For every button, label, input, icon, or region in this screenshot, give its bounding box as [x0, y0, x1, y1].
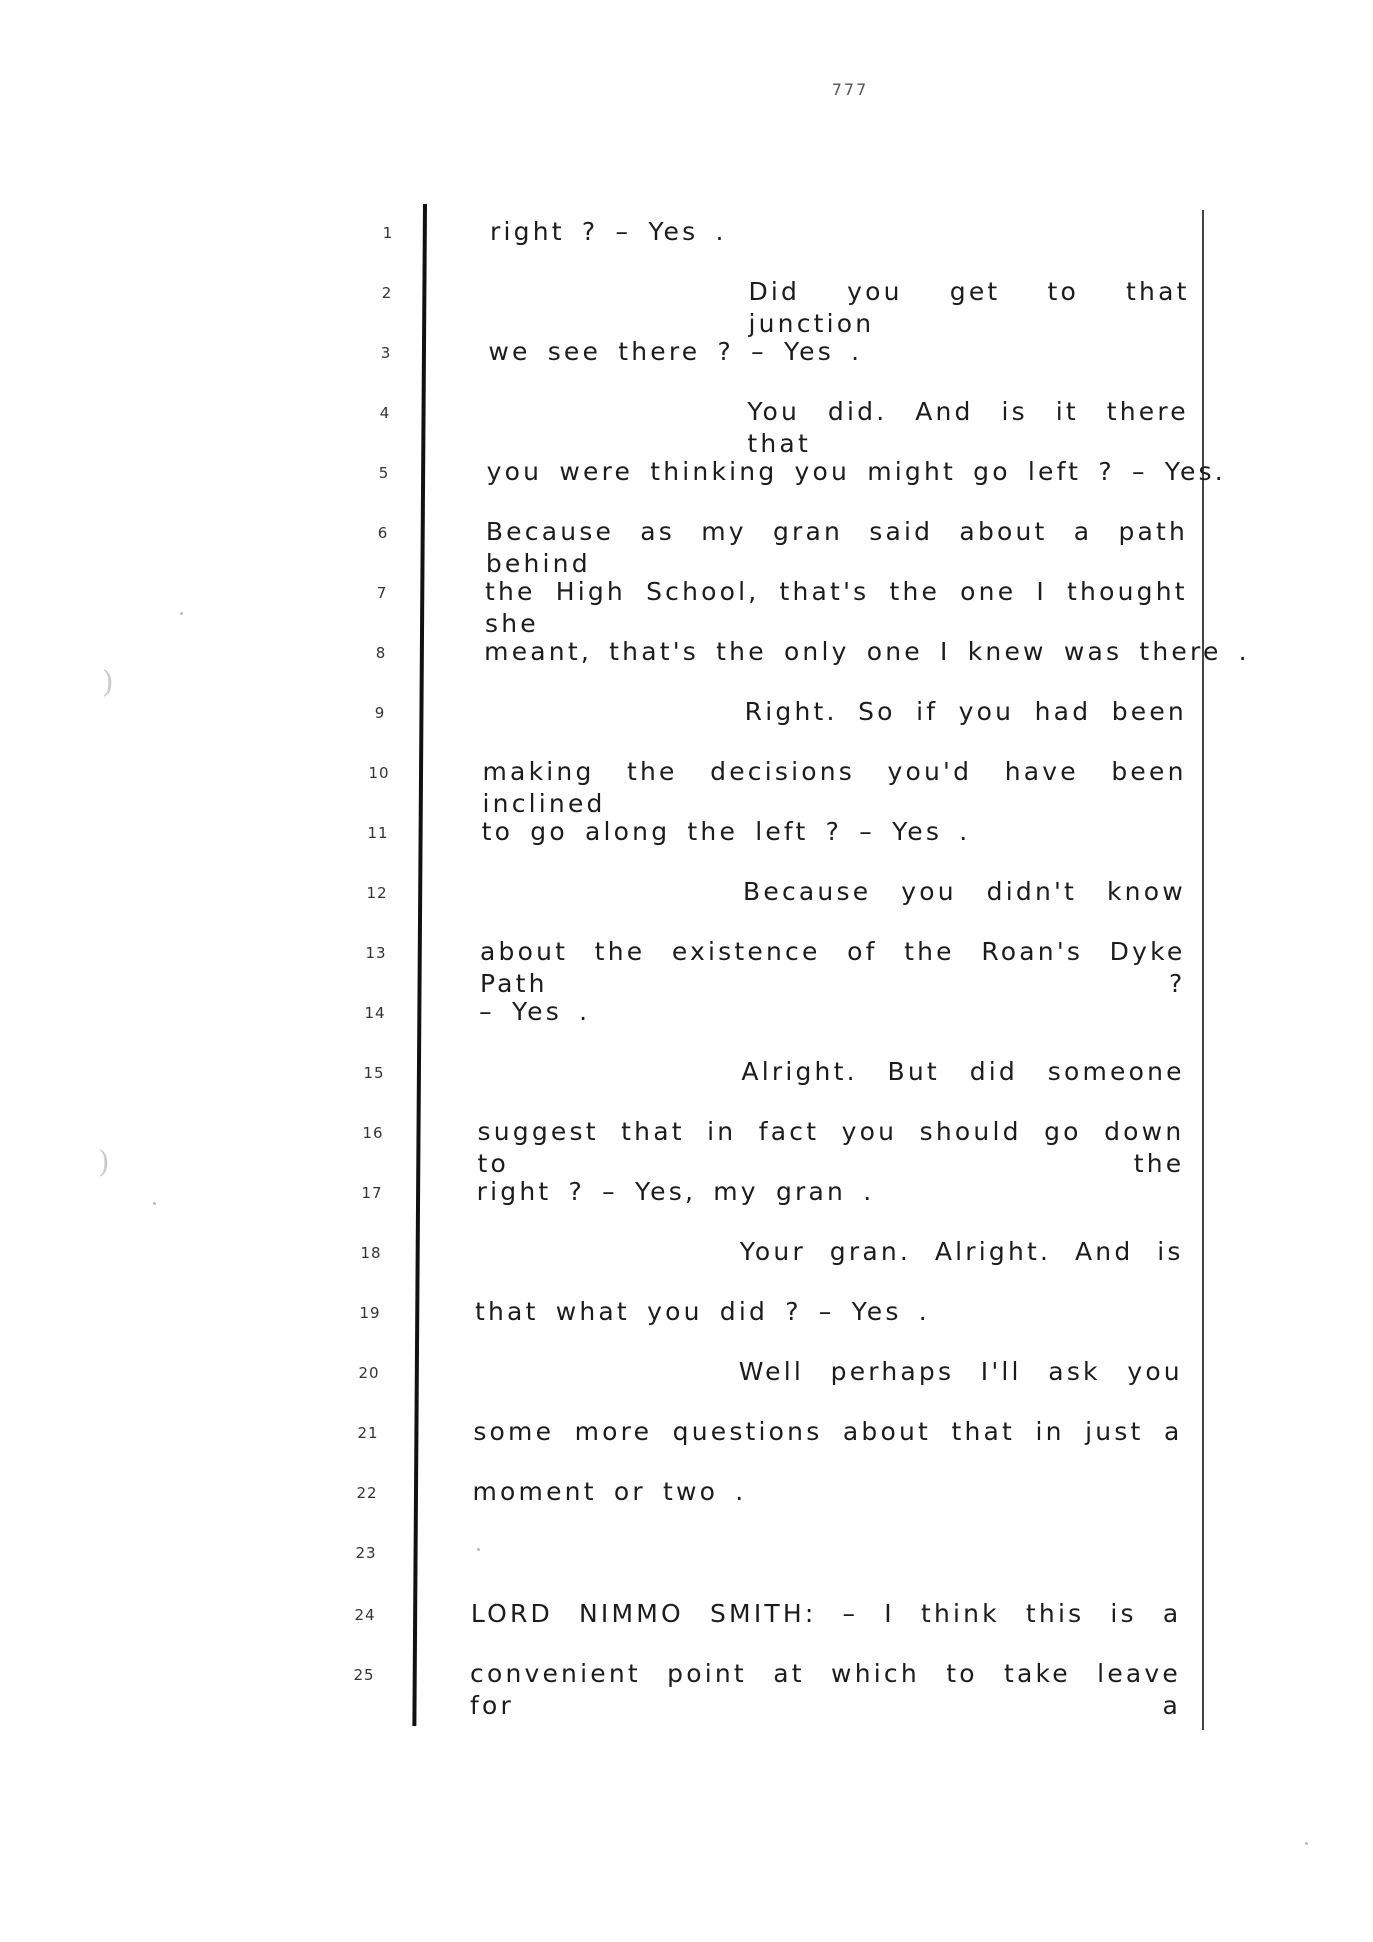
line-number: 17: [361, 1184, 383, 1202]
line-text: Because you didn't know: [743, 877, 1186, 906]
transcript-line: [0, 1112, 1373, 1178]
line-text: moment or two .: [472, 1477, 747, 1506]
line-number: 10: [368, 764, 390, 782]
line-number: 9: [374, 704, 386, 722]
scan-mark: ): [102, 665, 114, 700]
line-number: 7: [376, 584, 388, 602]
transcript-line: [0, 812, 1373, 852]
line-text: some more questions about that in just a: [473, 1417, 1183, 1446]
line-number: 24: [354, 1606, 376, 1624]
transcript-line: [0, 1532, 1373, 1572]
line-text: convenient point at which to take leave for a: [470, 1659, 1181, 1720]
line-text: LORD NIMMO SMITH: – I think this is a: [470, 1599, 1182, 1628]
line-number: 18: [360, 1244, 382, 1262]
line-text: – Yes .: [479, 997, 591, 1026]
transcript-line: [0, 992, 1373, 1032]
line-number: 13: [365, 944, 387, 962]
transcript-line: [0, 1472, 1373, 1512]
line-number: 4: [379, 404, 391, 422]
transcript-line: [0, 1594, 1373, 1634]
transcript-line: [0, 392, 1373, 458]
line-text: that what you did ? – Yes .: [475, 1297, 930, 1326]
line-text: right ? – Yes, my gran .: [476, 1177, 875, 1206]
line-number: 3: [380, 344, 392, 362]
line-number: 2: [381, 284, 393, 302]
line-text: making the decisions you'd have been inclined: [482, 757, 1187, 818]
page-number: 777: [831, 80, 869, 99]
line-number: 23: [355, 1544, 377, 1562]
line-text: Right. So if you had been: [744, 697, 1187, 726]
line-text: Because as my gran said about a path behind: [485, 517, 1189, 578]
transcript-line: [0, 1052, 1373, 1092]
transcript-line: [0, 272, 1373, 338]
line-text: meant, that's the only one I knew was there .: [484, 637, 1250, 666]
scan-speck: [1305, 1842, 1308, 1845]
line-text: suggest that in fact you should go down to the: [477, 1117, 1185, 1178]
line-number: 22: [356, 1484, 378, 1502]
line-number: 1: [382, 224, 394, 242]
line-number: 6: [377, 524, 389, 542]
line-text: Alright. But did someone: [741, 1057, 1185, 1086]
line-text: Did you get to that junction: [748, 277, 1190, 338]
line-text: about the existence of the Roan's Dyke Path ?: [480, 937, 1186, 998]
line-text: right ? – Yes .: [490, 217, 727, 246]
transcript-line: [0, 632, 1373, 672]
transcript-line: [0, 932, 1373, 998]
line-text: you were thinking you might go left ? – Yes.: [486, 457, 1226, 486]
line-number: 25: [353, 1666, 375, 1684]
line-number: 21: [357, 1424, 379, 1442]
transcript-line: [0, 1412, 1373, 1452]
line-text: we see there ? – Yes .: [488, 337, 863, 366]
line-number: 12: [366, 884, 388, 902]
transcript-line: [0, 692, 1373, 732]
line-number: 15: [363, 1064, 385, 1082]
line-text: You did. And is it there that: [747, 397, 1189, 458]
transcript-line: [0, 452, 1373, 492]
line-text: the High School, that's the one I thought she: [485, 577, 1188, 638]
line-number: 14: [364, 1004, 386, 1022]
scan-mark: ): [98, 1145, 110, 1180]
line-number: 19: [359, 1304, 381, 1322]
line-text: Your gran. Alright. And is: [739, 1237, 1184, 1266]
line-number: 11: [367, 824, 389, 842]
transcript-line: [0, 1292, 1373, 1332]
line-text: to go along the left ? – Yes .: [481, 817, 971, 846]
transcript-line: [0, 872, 1373, 912]
transcript-line: [0, 332, 1373, 372]
line-text: Well perhaps I'll ask you: [738, 1357, 1183, 1386]
line-number: 20: [358, 1364, 380, 1382]
scan-speck: [180, 612, 183, 615]
transcript-line: [0, 1172, 1373, 1212]
transcript-line: [0, 512, 1373, 578]
transcript-line: [0, 752, 1373, 818]
line-number: 8: [375, 644, 387, 662]
line-number: 16: [362, 1124, 384, 1142]
transcript-line: [0, 1232, 1373, 1272]
transcript-line: [0, 1654, 1373, 1720]
transcript-line: [0, 572, 1373, 638]
transcript-line: [0, 212, 1373, 252]
line-number: 5: [378, 464, 390, 482]
transcript-line: [0, 1352, 1373, 1392]
